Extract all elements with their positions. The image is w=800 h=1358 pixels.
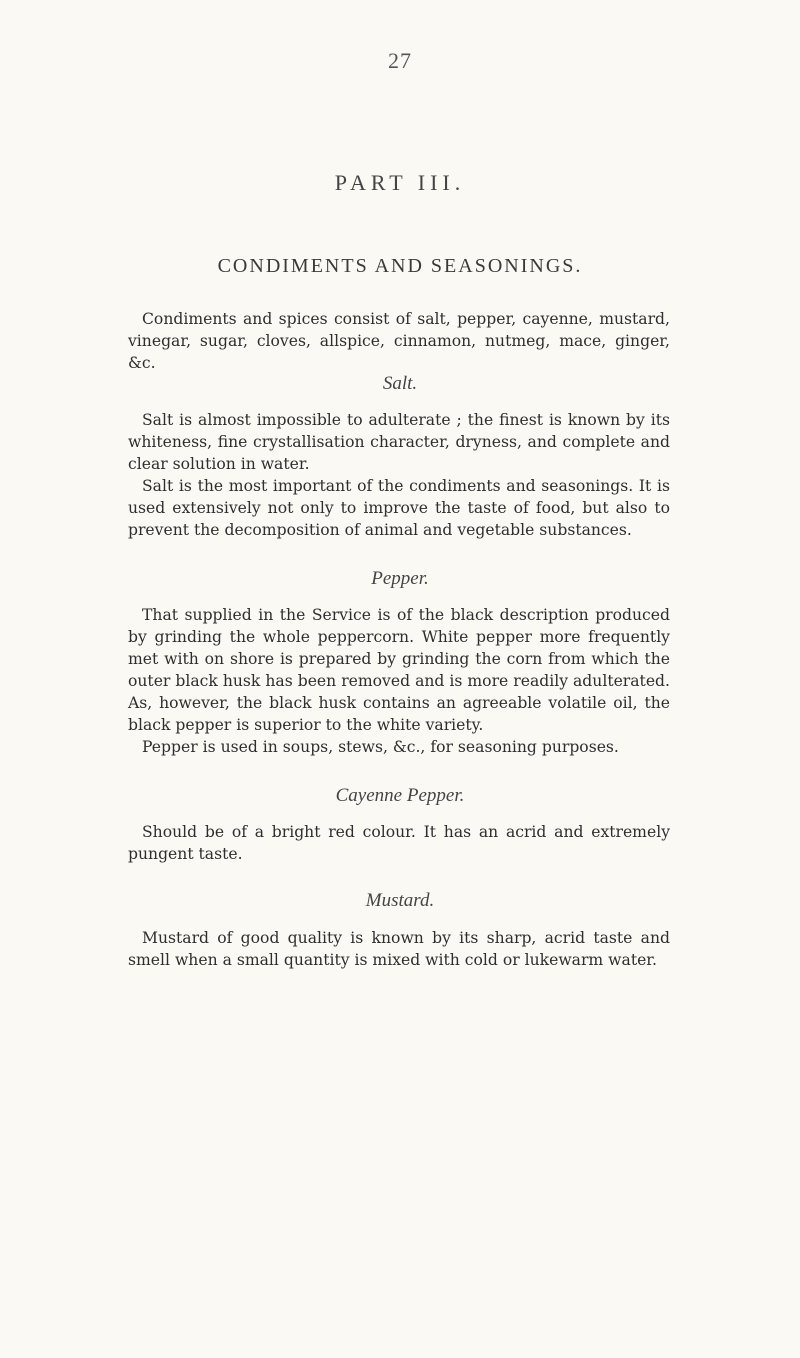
salt-paragraph-2: Salt is the most important of the condiments and seasonings. It is used extensively not only to improve the taste of food, but also to prevent the decomposition of animal and vegetable substances. (128, 477, 670, 539)
section-title-mustard: Mustard. (365, 890, 435, 911)
mustard-paragraph-1: Mustard of good quality is known by its sharp, acrid taste and smell when a small quantity is mixed with cold or lukewarm water. (128, 929, 670, 969)
pepper-paragraph-1: That supplied in the Service is of the black description produced by grinding the whole peppercorn. White pepper more frequently met with on shore is prepared by grinding the corn from which the outer black husk has been removed and is more readily adulterated. As, however, the black husk contains an agreeable volatile oil, the black pepper is superior to the white variety. (128, 606, 670, 734)
section-title-cayenne-pepper: Cayenne Pepper. (335, 785, 465, 806)
part-heading: PART III. (334, 170, 466, 195)
salt-paragraph-1: Salt is almost impossible to adulterate ; the finest is known by its whiteness, fine crystallisation character, dryness, and complete and clear solution in water. (128, 411, 670, 473)
pepper-paragraph-2: Pepper is used in soups, stews, &c., for seasoning purposes. (142, 738, 619, 756)
intro-paragraph: Condiments and spices consist of salt, pepper, cayenne, mustard, vinegar, sugar, cloves, allspice, cinnamon, nutmeg, mace, ginger, &c. (128, 310, 670, 372)
section-title-salt: Salt. (382, 373, 418, 394)
section-title-pepper: Pepper. (371, 568, 429, 589)
page-number: 27 (388, 48, 412, 73)
cayenne-paragraph-1: Should be of a bright red colour. It has an acrid and extremely pungent taste. (128, 823, 670, 863)
chapter-heading: CONDIMENTS AND SEASONINGS. (217, 255, 583, 277)
